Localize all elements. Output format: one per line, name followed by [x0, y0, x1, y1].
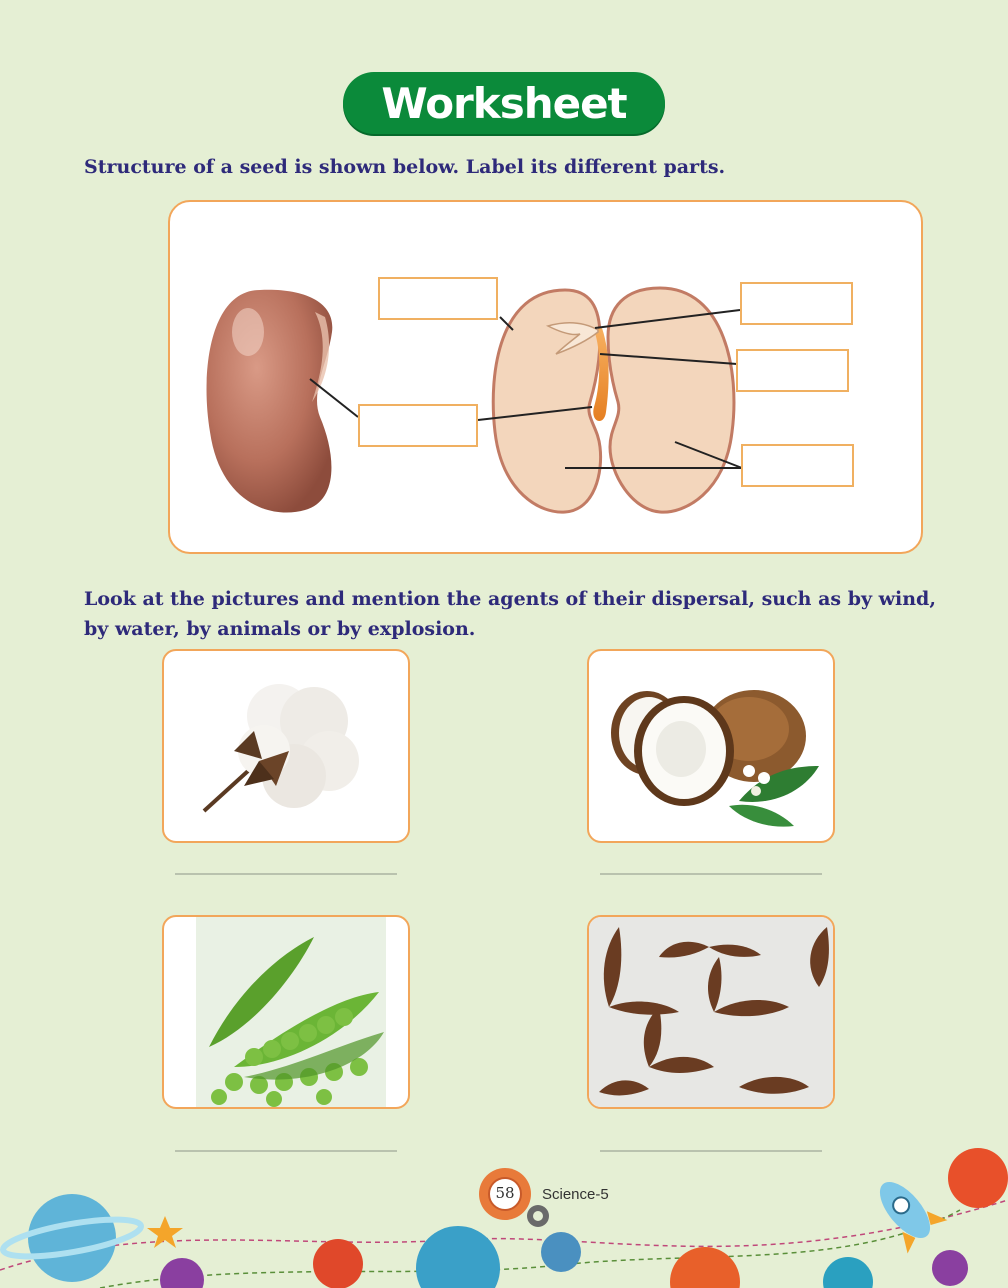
picture-card-pea [162, 915, 410, 1109]
planet-red-icon [313, 1239, 363, 1288]
subject-label: Science-5 [542, 1186, 609, 1203]
label-box-cotyledon[interactable] [741, 444, 854, 487]
space-decoration [0, 1140, 1008, 1288]
planet-blue-icon [416, 1226, 500, 1288]
planet-small-purple-icon [932, 1250, 968, 1286]
question-seed-structure: Structure of a seed is shown below. Label its different parts. [84, 156, 726, 178]
picture-card-winged-seeds [587, 915, 835, 1109]
coconut-icon [589, 651, 833, 841]
planet-striped-icon [948, 1148, 1008, 1208]
winged-seeds-icon [589, 917, 833, 1107]
planet-purple-icon [160, 1258, 204, 1288]
label-box-seed-coat[interactable] [378, 277, 498, 320]
answer-line-cotton[interactable] [175, 873, 397, 875]
planet-orange-icon [670, 1247, 740, 1288]
split-seed-icon [493, 288, 734, 512]
question-seed-dispersal: Look at the pictures and mention the agents of their dispersal, such as by wind, by water, by animals or by explosion. [84, 588, 936, 640]
picture-card-cotton [162, 649, 410, 843]
label-box-hilum[interactable] [358, 404, 478, 447]
planet-ringed-icon [1, 1194, 144, 1282]
page-title: Worksheet [381, 78, 627, 128]
whole-bean-seed-icon [207, 290, 333, 513]
star-icon [147, 1216, 183, 1248]
picture-card-coconut [587, 649, 835, 843]
earth-icon [541, 1232, 581, 1272]
cotton-boll-icon [164, 651, 408, 841]
page-number: 58 [495, 1184, 515, 1202]
label-box-radicle[interactable] [736, 349, 849, 392]
answer-line-coconut[interactable] [600, 873, 822, 875]
label-box-plumule[interactable] [740, 282, 853, 325]
worksheet-title-badge [343, 72, 665, 134]
seed-diagram-panel [168, 200, 923, 554]
planet-teal-icon [823, 1257, 873, 1288]
pea-pods-icon [164, 917, 408, 1107]
